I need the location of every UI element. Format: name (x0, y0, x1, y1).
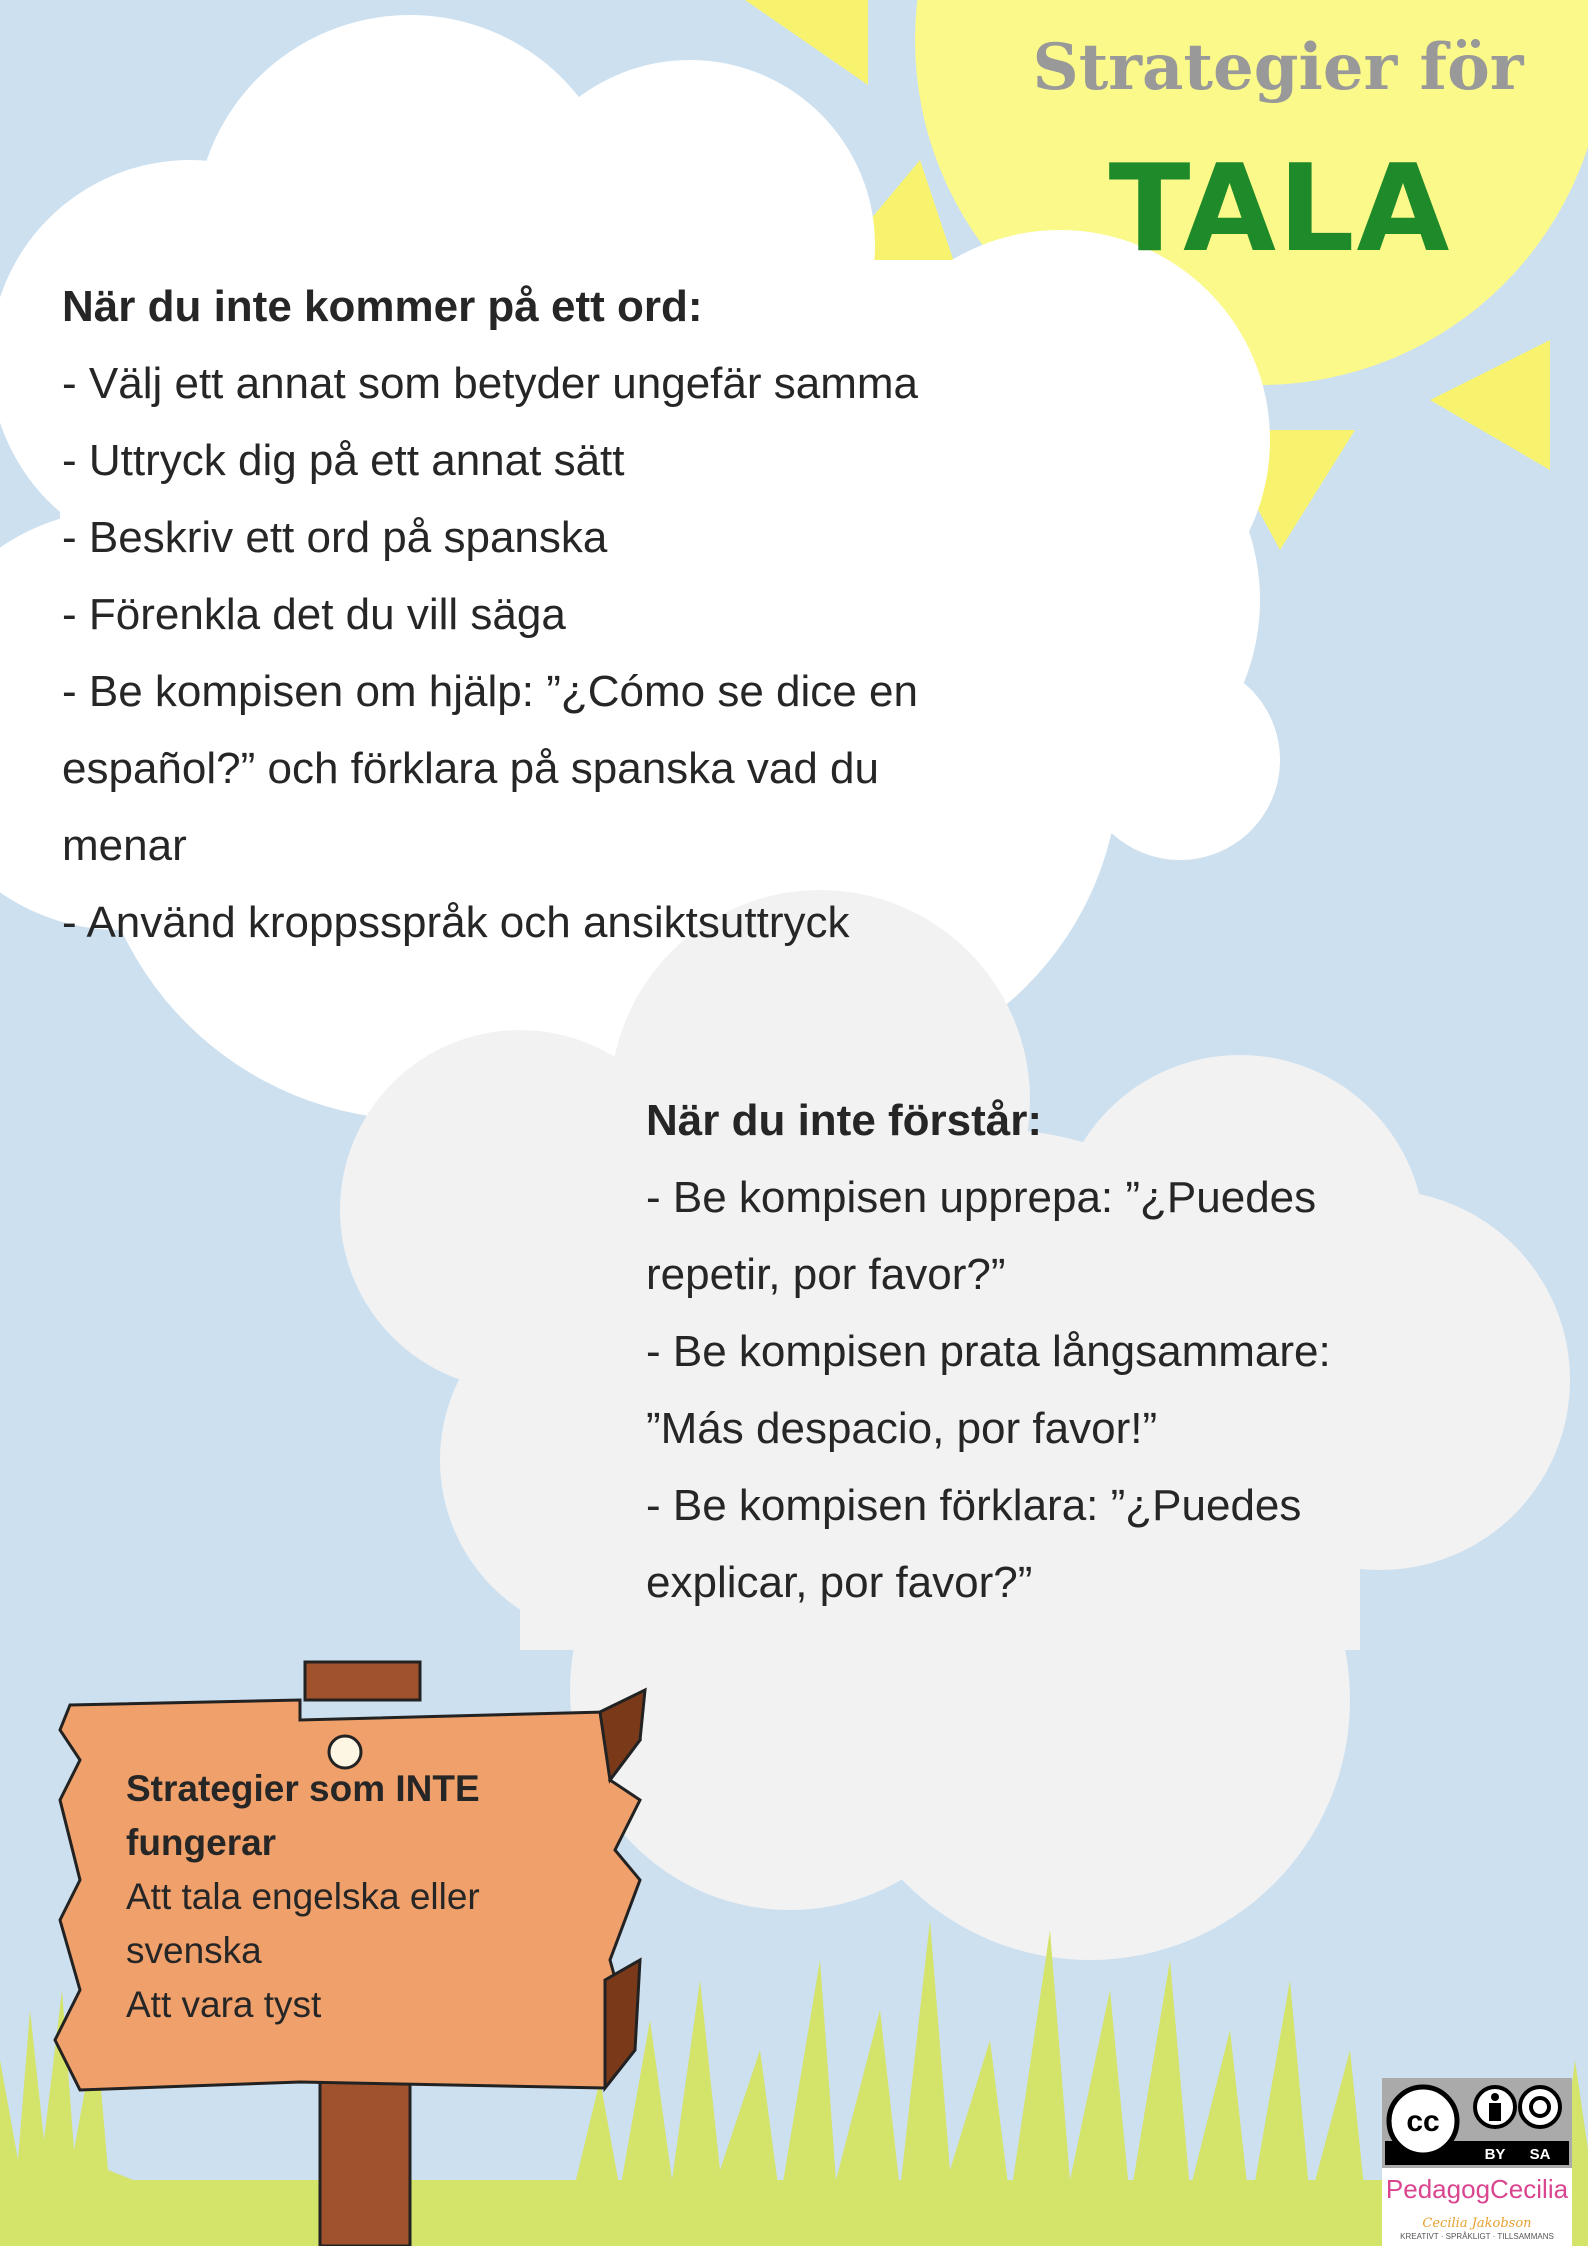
section2-line: repetir, por favor?” (646, 1250, 1006, 1299)
title-tala: TALA (1108, 140, 1452, 279)
section-not-understanding (646, 1082, 1406, 1621)
section2-line: explicar, por favor?” (646, 1558, 1033, 1607)
section1-line: - Använd kroppsspråk och ansiktsuttryck (62, 898, 850, 947)
cc-license-badge (1382, 2078, 1572, 2168)
logo-tagline: KREATIVT · SPRÅKLIGT · TILLSAMMANS (1400, 2232, 1554, 2241)
section2-line: ”Más despacio, por favor!” (646, 1404, 1158, 1453)
sign-line: svenska (126, 1930, 262, 1971)
section1-line: menar (62, 821, 187, 870)
cc-badge-graphic (1385, 2081, 1569, 2165)
section2-line: - Be kompisen prata långsammare: (646, 1327, 1331, 1376)
section1-heading: När du inte kommer på ett ord: (62, 282, 703, 331)
section2-line: - Be kompisen upprepa: ”¿Puedes (646, 1173, 1317, 1222)
cc-icon (1389, 2087, 1457, 2155)
sa-label: SA (1529, 2146, 1551, 2163)
by-person-icon (1475, 2087, 1515, 2127)
title-line1: Strategier för (1032, 30, 1524, 105)
section-not-finding-word (62, 268, 1022, 961)
section2-line: - Be kompisen förklara: ”¿Puedes (646, 1481, 1302, 1530)
logo-signature: Cecilia Jakobson (1422, 2216, 1532, 2231)
sign-heading: fungerar (126, 1822, 277, 1863)
section1-line: - Uttryck dig på ett annat sätt (62, 436, 625, 485)
section1-line: - Välj ett annat som betyder ungefär samma (62, 359, 918, 408)
section1-line: - Förenkla det du vill säga (62, 590, 566, 639)
logo-name: PedagogCecilia (1385, 2174, 1569, 2204)
sign-heading: Strategier som INTE (126, 1768, 480, 1809)
cc-label: cc (1406, 2105, 1440, 2138)
section1-line: español?” och förklara på spanska vad du (62, 744, 879, 793)
pedagogcecilia-logo (1382, 2168, 1572, 2246)
sign-line: Att vara tyst (126, 1984, 322, 2025)
sign-strategies-not-working (126, 1762, 556, 2032)
by-label: BY (1484, 2146, 1506, 2163)
sa-cycle-icon (1520, 2087, 1560, 2127)
section1-line: - Be kompisen om hjälp: ”¿Cómo se dice en (62, 667, 918, 716)
section1-line: - Beskriv ett ord på spanska (62, 513, 608, 562)
section2-heading: När du inte förstår: (646, 1096, 1043, 1145)
sign-line: Att tala engelska eller (126, 1876, 480, 1917)
